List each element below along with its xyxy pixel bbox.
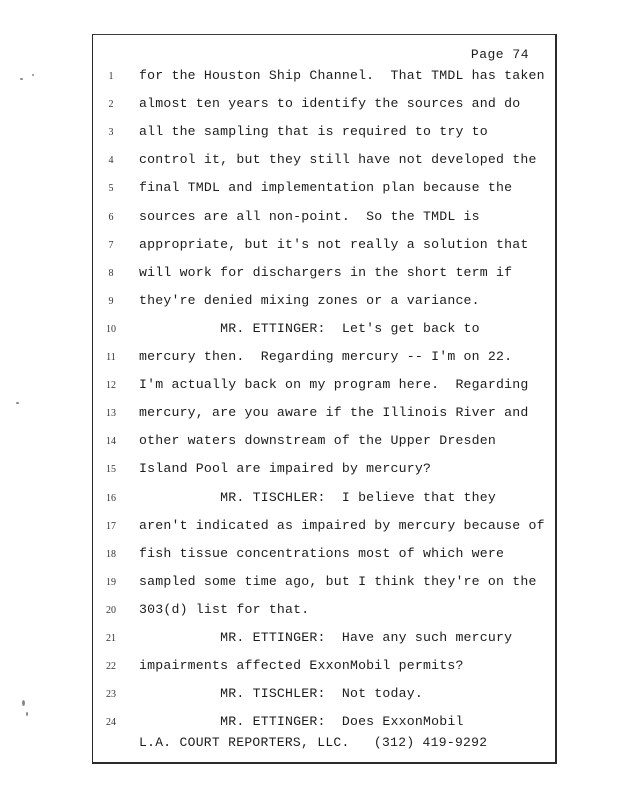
transcript-line: sources are all non-point. So the TMDL is	[139, 208, 480, 224]
transcript-line: MR. TISCHLER: Not today.	[139, 686, 423, 702]
line-number: 7	[108, 239, 114, 251]
transcript-line: mercury then. Regarding mercury -- I'm on 22.	[139, 349, 513, 364]
line-number: 15	[106, 464, 116, 476]
line-number: 20	[106, 604, 116, 616]
line-number: 23	[106, 689, 116, 701]
transcript-line: final TMDL and implementation plan because the	[139, 180, 513, 196]
line-number: 18	[106, 548, 116, 560]
transcript-line: appropriate, but it's not really a solution that	[139, 236, 529, 252]
transcript-line: sampled some time ago, but I think they're on the	[139, 573, 537, 589]
line-number: 16	[106, 492, 116, 504]
transcript-line: mercury, are you aware if the Illinois River and	[139, 405, 529, 421]
page-number: Page 74	[470, 47, 529, 62]
transcript-line: control it, but they still have not developed the	[139, 152, 537, 168]
transcript-page	[92, 34, 557, 764]
line-number: 10	[106, 323, 116, 335]
transcript-line: they're denied mixing zones or a variance.	[139, 292, 480, 308]
scan-speck	[20, 78, 23, 80]
line-number: 2	[108, 99, 114, 111]
line-number: 21	[106, 633, 116, 644]
transcript-line: all the sampling that is required to try to	[139, 124, 488, 140]
scan-speck	[32, 74, 34, 76]
transcript-line: MR. ETTINGER: Does ExxonMobil	[139, 714, 464, 730]
transcript-line: will work for dischargers in the short term if	[139, 264, 513, 280]
transcript-line: 303(d) list for that.	[139, 601, 310, 617]
transcript-line: I'm actually back on my program here. Regarding	[139, 377, 529, 393]
transcript-line: Island Pool are impaired by mercury?	[139, 461, 432, 477]
line-number: 17	[106, 520, 116, 532]
line-number: 5	[108, 183, 114, 195]
transcript-line: aren't indicated as impaired by mercury because of	[139, 517, 545, 533]
line-number: 9	[108, 295, 114, 307]
transcript-line: almost ten years to identify the sources and do	[139, 96, 521, 112]
line-number: 13	[106, 408, 116, 420]
line-number: 22	[106, 661, 116, 673]
line-number: 12	[106, 380, 116, 392]
transcript-line: other waters downstream of the Upper Dresden	[139, 433, 497, 449]
transcript-line: impairments affected ExxonMobil permits?	[139, 658, 464, 674]
line-number: 6	[108, 211, 114, 223]
scan-speck	[26, 712, 28, 716]
line-number: 3	[108, 127, 114, 139]
transcript-line: fish tissue concentrations most of which were	[139, 545, 505, 561]
transcript-line: MR. TISCHLER: I believe that they	[139, 489, 497, 505]
court-reporter-footer: L.A. COURT REPORTERS, LLC. (312) 419-9292	[139, 735, 488, 750]
transcript-line: MR. ETTINGER: Let's get back to	[139, 320, 480, 336]
transcript-line: for the Houston Ship Channel. That TMDL has taken	[139, 68, 545, 83]
line-number: 4	[108, 155, 114, 167]
scan-speck	[22, 700, 25, 706]
scan-speck	[16, 402, 19, 404]
line-number: 19	[106, 576, 116, 588]
transcript-line: MR. ETTINGER: Have any such mercury	[139, 630, 513, 645]
line-number: 8	[108, 267, 114, 279]
line-number: 24	[106, 717, 116, 729]
line-number: 14	[106, 436, 116, 448]
line-number: 1	[108, 71, 114, 82]
line-number: 11	[106, 352, 116, 363]
